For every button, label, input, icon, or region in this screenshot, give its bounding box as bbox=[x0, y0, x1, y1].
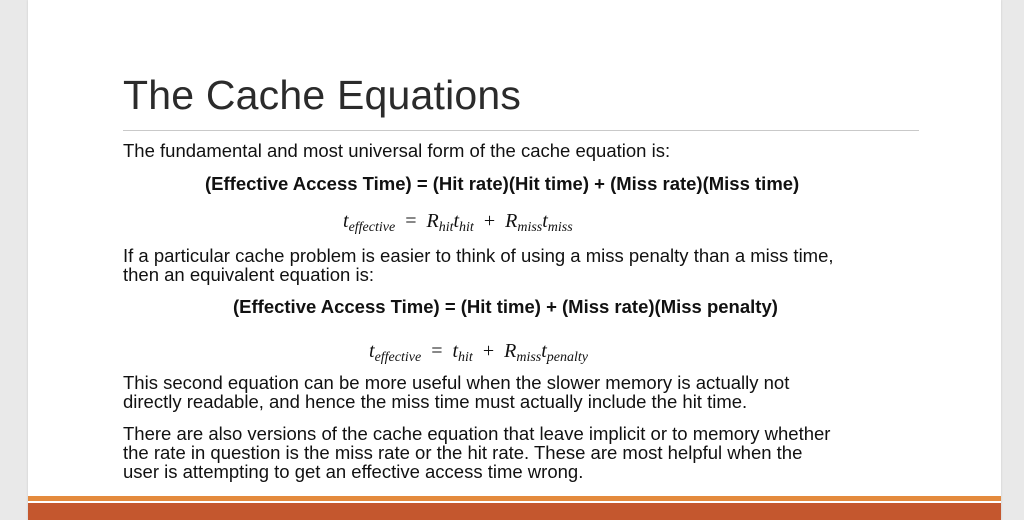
slide-title: The Cache Equations bbox=[123, 72, 522, 118]
math2-term1: $t_{hit}$ bbox=[452, 340, 473, 365]
math2-term2: $R_{miss}t_{penalty}$ bbox=[504, 340, 589, 365]
para2-line2: then an equivalent equation is: bbox=[123, 264, 374, 285]
footer-accent-stripe bbox=[28, 496, 1001, 501]
para4-line2: the rate in question is the miss rate or the hit rate. These are most helpful when the bbox=[123, 442, 803, 463]
math2-plus: + bbox=[482, 340, 495, 362]
slide bbox=[28, 0, 1001, 520]
math1-term1: $R_{hit}t_{hit}$ bbox=[426, 210, 474, 235]
para4-line3: user is attempting to get an effective access time wrong. bbox=[123, 461, 584, 482]
math1-term2: $R_{miss}t_{miss}$ bbox=[505, 210, 573, 235]
math1-plus: + bbox=[483, 210, 496, 232]
equation-1-text: (Effective Access Time) = (Hit rate)(Hit time) + (Miss rate)(Miss time) bbox=[205, 173, 800, 194]
intro-text: The fundamental and most universal form of the cache equation is: bbox=[123, 140, 671, 161]
math1-equals: = bbox=[405, 210, 417, 232]
para3-line2: directly readable, and hence the miss time must actually include the hit time. bbox=[123, 391, 748, 412]
para4-line1: There are also versions of the cache equation that leave implicit or to memory whether bbox=[123, 423, 831, 444]
footer-bar bbox=[28, 503, 1001, 520]
math-equation-1 bbox=[343, 210, 573, 239]
math-equation-2 bbox=[369, 340, 588, 369]
math1-lhs: $t_{effective}$ bbox=[343, 210, 396, 235]
para3-line1: This second equation can be more useful when the slower memory is actually not bbox=[123, 372, 790, 393]
math2-equals: = bbox=[431, 340, 443, 362]
equation-2-text: (Effective Access Time) = (Hit time) + (Miss rate)(Miss penalty) bbox=[233, 296, 778, 317]
para2-line1: If a particular cache problem is easier to think of using a miss penalty than a miss time, bbox=[123, 245, 834, 266]
title-divider bbox=[123, 130, 919, 131]
math2-lhs: $t_{effective}$ bbox=[369, 340, 422, 365]
